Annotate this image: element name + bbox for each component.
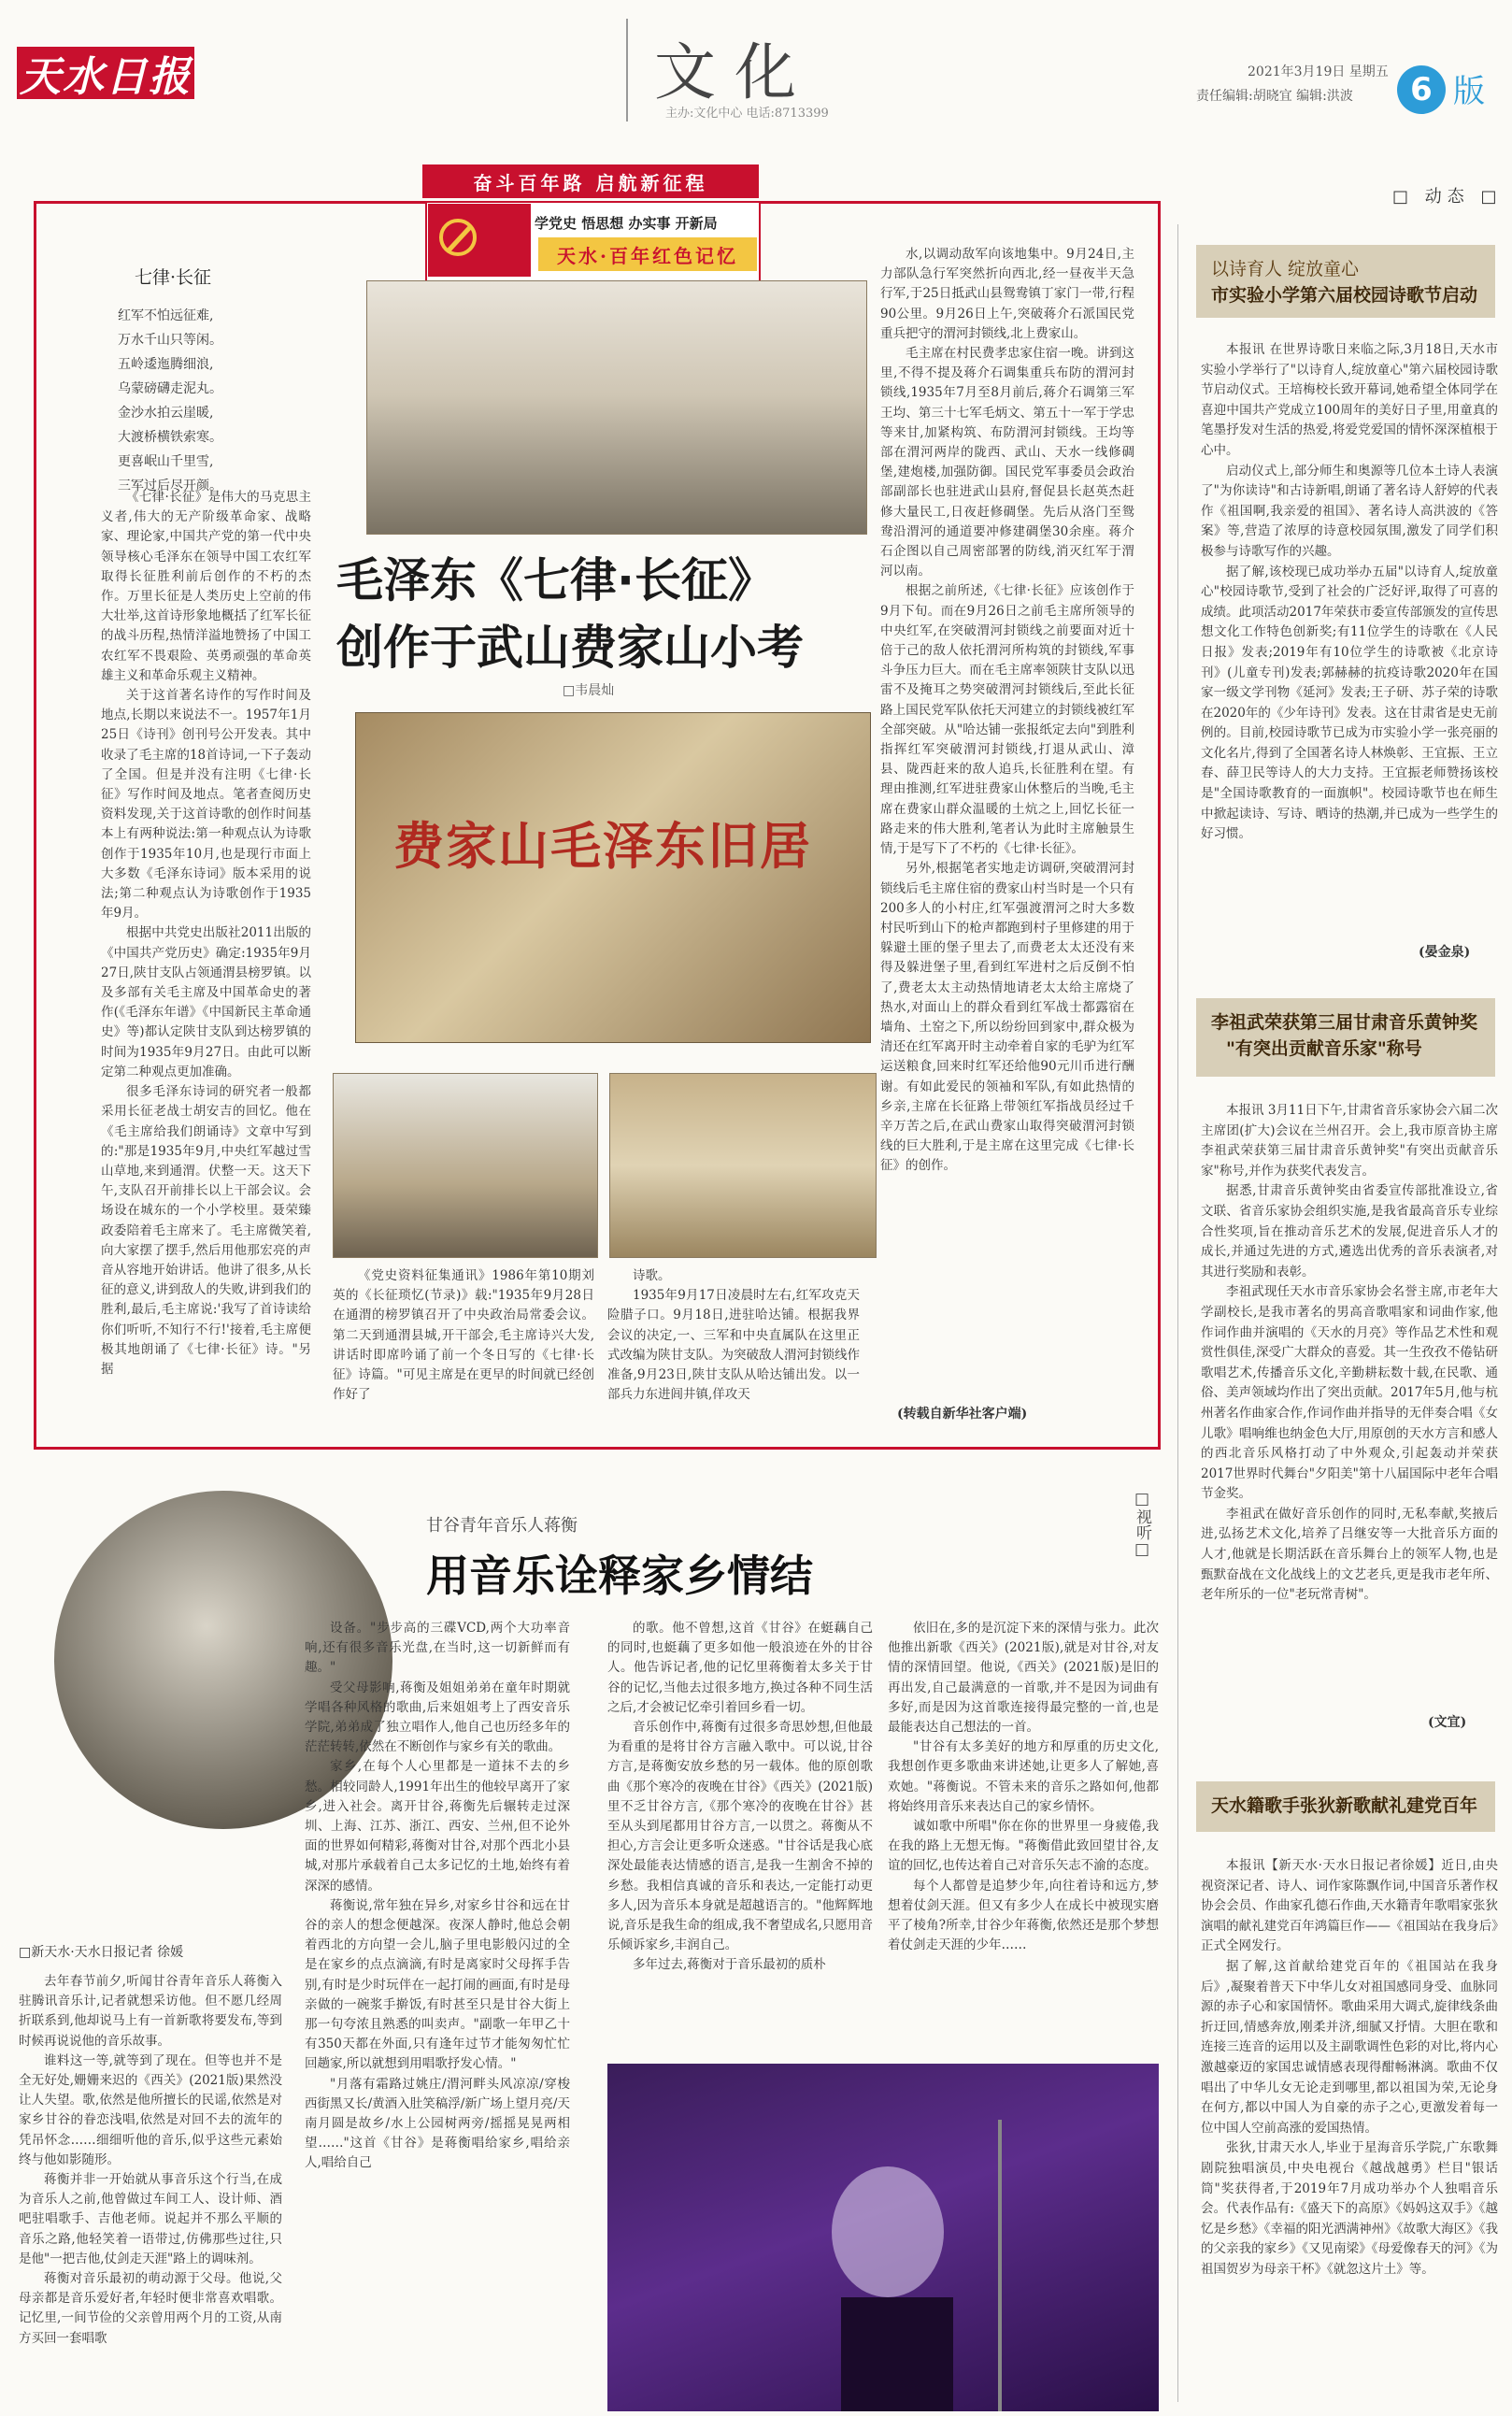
- paragraph: 根据中共党史出版社2011出版的《中国共产党历史》确定:1935年9月27日,陕甘支队占领通渭县榜罗镇。以及多部有关毛主席及中国革命史的著作(《毛泽东年谱》《中国新民主革命通史》等)都认定陕甘支队到达榜罗镇的时间为1935年9月27日。由此可以断定第二种观点更加准确。: [101, 925, 311, 1079]
- paragraph: 的歌。他不曾想,这首《甘谷》在蜓藕自己的同时,也蜓藕了更多如他一般浪迹在外的甘谷人。他告诉记者,他的记忆里蒋衡着太多关于甘谷的记忆,当他去过很多地方,换过各种不同生活之后,才会被记忆牵引着回乡看一切。: [607, 1621, 873, 1715]
- column-label-text: 动态: [1424, 187, 1470, 207]
- paragraph: 本报讯【新天水·天水日报记者徐媛】近日,由央视资深记者、诗人、词作家陈飘作词,中国音乐著作权协会会员、作曲家孔德石作曲,天水籍青年歌唱家张狄演唱的献礼建党百年鸿篇巨作——《祖国站在我身后》正式全网发行。: [1201, 1858, 1498, 1954]
- paragraph: 本报讯 3月11日下午,甘肃省音乐家协会六届二次主席团(扩大)会议在兰州召开。会上,我市原音协主席李祖武荣获第三届甘肃音乐黄钟奖"有突出贡献音乐家"称号,并作为获奖代表发言。: [1201, 1103, 1498, 1179]
- paragraph: 音乐创作中,蒋衡有过很多奇思妙想,但他最为看重的是将甘谷方言融入歌中。可以说,甘谷方言,是蒋衡安放乡愁的另一载体。他的原创歌曲《那个寒冷的夜晚在甘谷》《西关》(2021版)里不乏甘谷方言,《那个寒冷的夜晚在甘谷》甚至从头到尾都用甘谷方言,一以贯之。蒋衡从不担心,方言会让更多听众迷惑。"甘谷话是我心底深处最能表达情感的语言,是我一生割舍不掉的乡愁。我相信真诚的音乐和表达,一定能打动更多人,因为音乐本身就是超越语言的。"他辉辉地说,音乐是我生命的组成,我不奢望成名,只愿用音乐倾诉家乡,丰润自己。: [607, 1720, 873, 1953]
- paragraph: 1935年9月17日凌晨时左右,红军攻克天险腊子口。9月18日,进驻哈达铺。根据我界会议的决定,一、三军和中央直属队在这里正式改编为陕甘支队。为突破敌人渭河封锁线作准备,9月23日,陕甘支队从哈达铺出发。以一部兵力东进闾井镇,佯攻天: [607, 1288, 860, 1403]
- box-headline-2: "有突出贡献音乐家"称号: [1226, 1038, 1422, 1059]
- paragraph: 据悉,甘肃音乐黄钟奖由省委宣传部批准设立,省文联、省音乐家协会组织实施,是我省最高音乐专业综合性奖项,旨在推动音乐艺术的发展,促进音乐人才的成长,并通过先进的方式,遴选出优秀的音乐表演者,对其进行奖励和表彰。: [1201, 1183, 1498, 1279]
- page-number-badge: 6: [1397, 65, 1446, 114]
- article-kicker: 甘谷青年音乐人蒋衡: [426, 1516, 578, 1536]
- headline-line-1: 毛泽东《七律·长征》: [336, 553, 775, 608]
- sign-inscription: 费家山毛泽东旧居: [393, 817, 812, 876]
- square-icon: □: [1392, 187, 1425, 207]
- feature-column-4: [880, 245, 1134, 1394]
- bottom-column-1: [19, 1972, 282, 2411]
- issue-date: 2021年3月19日 星期五: [1248, 64, 1389, 79]
- paragraph: 每个人都曾是追梦少年,向往着诗和远方,梦想着仗剑天涯。但又有多少人在成长中被现实磨平了棱角?所幸,甘谷少年蒋衡,依然还是那个梦想着仗剑走天涯的少年……: [888, 1878, 1159, 1953]
- masthead-logo: 天水日报: [17, 47, 194, 99]
- poetry-festival-text: [1201, 340, 1498, 938]
- bottom-column-2: [305, 1619, 570, 2411]
- paragraph: 张狄,甘肃天水人,毕业于星海音乐学院,广东歌舞剧院独唱演员,中央电视台《越战越勇》栏目"银话筒"奖获得者,于2019年7月成功举办个人独唱音乐会。代表作品有:《盛天下的高原》《妈妈这双手》《越忆是乡愁》《幸福的阳光洒满神州》《故歌大海区》《我的父亲我的家乡》《又见南梁》《母爱像春天的河》《为祖国贺岁为母亲干杯》《就忽这片土》等。: [1201, 2140, 1498, 2277]
- box-headline: 天水籍歌手张狄新歌献礼建党百年: [1211, 1795, 1478, 1816]
- feature-byline: □韦晨灿: [563, 683, 615, 698]
- paragraph: 李祖武现任天水市音乐家协会名誉主席,市老年大学副校长,是我市著名的男高音歌唱家和词曲作家,他作词作曲并演唱的《天水的月亮》等作品艺术性和观赏性俱佳,深受广大群众的喜爱。其一生孜孜不倦钻研歌唱艺术,传播音乐文化,辛勤耕耘数十载,在民歌、通俗、美声领域均作出了突出贡献。2017年5月,他与杭州著名作曲家合作,作词作曲并指导的无伴奏合唱《女儿歌》唱响维也纳金色大厅,用原创的天水方言和感人的西北音乐风格打动了中外观众,引起轰动并荣获2017世界时代舞台"夕阳美"第十八届国际中老年合唱节金奖。: [1201, 1284, 1498, 1502]
- paragraph: 《党史资料征集通讯》1986年第10期刘英的《长征琐忆(节录)》载:"1935年9月28日在通渭的榜罗镇召开了中央政治局常委会议。第二天到通渭县城,开干部会,毛主席诗兴大发,讲话时即席吟诵了前一个冬日写的《七律·长征》诗篇。"可见主席是在更早的时间就已经创作好了: [333, 1268, 594, 1403]
- poem-title: 七律·长征: [135, 267, 212, 288]
- feature-column-3: [607, 1266, 860, 1425]
- paragraph: 蒋衡对音乐最初的萌动源于父母。他说,父母亲都是音乐爱好者,年轻时便非常喜欢唱歌。记忆里,一间节俭的父亲曾用两个月的工资,从南方买回一套唱歌: [19, 2271, 282, 2346]
- paragraph: 蒋衡说,常年独在异乡,对家乡甘谷和远在甘谷的亲人的想念便越深。夜深人静时,他总会朝着西北的方向望一会儿,脑子里电影般闪过的全是在家乡的点点滴滴,有时是离家时父母挥手告别,有时是少时玩伴在一起打闹的画面,有时是母亲做的一碗浆手擀饭,有时甚至只是甘谷大街上那一句夸浓且熟悉的叫卖声。"副歌一年甲乙十有350天都在外面,只有逢年过节才能匆匆忙忙回趟家,所以就想到用唱歌抒发心情。": [305, 1897, 570, 2072]
- bottom-column-3: [607, 1619, 873, 2049]
- poem-line: 三军过后尽开颜。: [118, 479, 222, 493]
- new-song-text: [1201, 1856, 1498, 2408]
- concert-photo: [607, 2064, 1159, 2411]
- poem-line: 五岭逶迤腾细浪,: [118, 357, 214, 372]
- column-label-dongtai: [1392, 183, 1502, 207]
- paragraph: 另外,根据笔者实地走访调研,突破渭河封锁线后毛主席住宿的费家山村当时是一个只有200多人的小村庄,红军强渡渭河之时大多数村民听到山下的枪声都跑到村子里修建的用于躲避土匪的堡子里去了,而费老太太还没有来得及躲进堡子里,看到红军进村之后反倒不怕了,费老太太主动热情地请老太太给主席烧了热水,对面山上的群众看到红军战士都露宿在墙角、土窑之下,所以纷纷回到家中,群众极为清还在红军离开时主动牵着自家的毛驴为红军运送粮食,回来时红军还给他90元川币进行酬谢。有如此爱民的领袖和军队,有如此热情的乡亲,主席在长征路上带领红军指战员经过千辛万苦之后,在武山费家山取得突破渭河封锁线的巨大胜利,于是主席在这里完成《七律·长征》的创作。: [880, 861, 1134, 1174]
- paragraph: 启动仪式上,部分师生和奥源等几位本土诗人表演了"为你读诗"和古诗新唱,朗诵了著名诗人舒婷的代表作《祖国啊,我亲爱的祖国》、著名诗人高洪波的《答案》等,营造了浓厚的诗意校园氛围,激发了同学们积极参与诗歌写作的兴趣。: [1201, 463, 1498, 559]
- header-divider: [626, 19, 628, 122]
- poem-line: 乌蒙磅礴走泥丸。: [118, 381, 222, 396]
- village-house-photo: [333, 1073, 598, 1258]
- paragraph: 关于这首著名诗作的写作时间及地点,长期以来说法不一。1957年1月25日《诗刊》创刊号公开发表。其中收录了毛主席的18首诗词,一下子轰动了全国。但是并没有注明《七律·长征》写作时间及地点。笔者查阅历史资料发现,关于这首诗歌的创作时间基本上有两种说法:第一种观点认为诗歌创作于1935年10月,也是现行市面上大多数《毛泽东诗词》版本采用的说法;第二种观点认为诗歌创作于1935年9月。: [101, 688, 311, 922]
- paragraph: 谁料这一等,就等到了现在。但等也并不是全无好处,姗姗来迟的《西关》(2021版)果然没让人失望。歌,依然是他所擅长的民谣,依然是对家乡甘谷的眷恋浅唱,依然是对回不去的流年的凭吊怀念……细细听他的音乐,似乎这些元素始终与他如影随形。: [19, 2052, 282, 2167]
- news-box-music-award: [1196, 998, 1495, 1077]
- paragraph: "甘谷有太多美好的地方和厚重的历史文化,我想创作更多歌曲来讲述她,让更多人了解她,喜欢她。"蒋衡说。不管未来的音乐之路如何,他都将始终用音乐来表达自己的家乡情怀。: [888, 1739, 1159, 1814]
- box-kicker: 以诗育人 绽放童心: [1211, 259, 1360, 279]
- music-award-author: (文宜): [1428, 1715, 1467, 1730]
- paragraph: "月落有霜路过姚庄/渭河畔头风凉凉/穿梭西街黑又长/黄酒入肚笑稿浮/新广场上望月亮/天南月圆是故乡/水上公园树两旁/摇摇晃晃两相望……"这首《甘谷》是蒋衡唱给家乡,唱给亲人,唱给自己: [305, 2076, 570, 2171]
- paragraph: 据了解,该校现已成功举办五届"以诗育人,绽放童心"校园诗歌节,受到了社会的广泛好评,取得了可喜的成绩。此项活动2017年荣获市委宣传部颁发的宣传思想文化工作特色创新奖;有11位学生的诗歌在《人民日报》发表;2019年有10位学生的诗歌被《北京诗刊》(儿童专刊)发表;郭赫赫的抗疫诗歌2020年在国家一级文学刊物《延河》发表;王子研、苏子荣的诗歌在2020年的《少年诗刊》发表。这在甘肃省是史无前例的。目前,校园诗歌节已成为市实验小学一张亮丽的文化名片,得到了全国著名诗人林焕彰、王宜振、王立春、薛卫民等诗人的大力支持。王宜振老师赞扬该校是"全国诗歌教育的一面旗帜"。校园诗歌节也在师生中掀起读诗、写诗、晒诗的热潮,并已成为一些学生的好习惯。: [1201, 564, 1498, 842]
- square-icon: □: [1469, 187, 1503, 207]
- section-subtitle: 主办:文化中心 电话:8713399: [665, 107, 829, 121]
- bottom-column-4: [888, 1619, 1159, 2049]
- paragraph: 受父母影响,蒋衡及姐姐弟弟在童年时期就学唱各种风格的歌曲,后来姐姐考上了西安音乐学院,弟弟成了独立唱作人,他自己也历经多年的茫茫转转,依然在不断创作与家乡有关的歌曲。: [305, 1680, 570, 1755]
- headline-line-2: 创作于武山费家山小考: [336, 621, 804, 675]
- music-award-text: [1201, 1101, 1498, 1708]
- article-title: 用音乐诠释家乡情结: [426, 1551, 813, 1601]
- poem-line: 大渡桥横铁索寒。: [118, 430, 222, 445]
- paragraph: 据了解,这首献给建党百年的《祖国站在我身后》,凝聚着普天下中华儿女对祖国感同身受、血脉同源的赤子心和家国情怀。歌曲采用大调式,旋律线条曲折迂回,情感奔放,刚柔并济,细腻又抒情。大胆在歌和连接三连音的运用以及主副歌调性色彩的对比,将内心激越豪迈的家国忠诚情感表现得酣畅淋漓。歌曲不仅唱出了中华儿女无论走到哪里,都以祖国为荣,无论身在何方,都以中国人为自豪的赤子之心,更激发着每一位中国人空前高涨的爱国热情。: [1201, 1958, 1498, 2136]
- long-march-photo: [366, 280, 867, 535]
- side-label-text: 视听: [1133, 1508, 1151, 1540]
- paragraph: 诗歌。: [633, 1268, 671, 1283]
- feature-column-2: [333, 1266, 594, 1425]
- editor-credits: 责任编辑:胡晓宜 编辑:洪波: [1196, 89, 1353, 104]
- reporter-byline: □新天水·天水日报记者 徐媛: [19, 1945, 184, 1960]
- box-headline-1: 李祖武荣获第三届甘肃音乐黄钟奖: [1211, 1012, 1478, 1033]
- series-title: 天水·百年红色记忆: [538, 237, 757, 271]
- paragraph: 本报讯 在世界诗歌日来临之际,3月18日,天水市实验小学举行了"以诗育人,绽放童心"第六届校园诗歌节启动仪式。王培梅校长致开幕词,她希望全体同学在喜迎中国共产党成立100周年的美好日子里,用童真的笔墨抒发对生活的热爱,将爱党爱国的情怀深深植根于心中。: [1201, 342, 1498, 458]
- feature-column-1: [101, 488, 311, 1422]
- paragraph: 水,以调动敌军向该地集中。9月24日,主力部队急行军突然折向西北,经一昼夜半天急行军,于25日抵武山县鸳鸯镇丁家门一带,行程90公里。9月26日上午,突破蒋介石派国民党重兵把守的渭河封锁线,北上费家山。: [880, 247, 1134, 341]
- paragraph: 蒋衡并非一开始就从事音乐这个行当,在成为音乐人之前,他曾做过车间工人、设计师、酒吧驻唱歌手、吉他老师。说起并不那么平顺的音乐之路,他轻笑着一语带过,仿佛那些过往,只是他"一把吉他,仗剑走天涯"路上的调味剂。: [19, 2172, 282, 2266]
- paragraph: 很多毛泽东诗词的研究者一般都采用长征老战士胡安吉的回忆。他在《毛主席给我们朗诵诗》文章中写到的:"那是1935年9月,中央红军越过雪山草地,来到通渭。伏整一天。这天下午,支队召开前排长以上干部会议。会场设在城东的一个小学校里。聂荣臻政委陪着毛主席来了。毛主席微笑着,向大家摆了摆手,然后用他那宏亮的声音从容地开始讲话。他讲了很多,从长征的意义,讲到敌人的失败,讲到我们的胜利,最后,毛主席说:'我写了首诗读给你们听听,不知行不行!'接着,毛主席便极其地朗诵了《七律·长征》诗。"另据: [101, 1084, 311, 1377]
- box-headline: 市实验小学第六届校园诗歌节启动: [1211, 285, 1478, 306]
- right-column-divider: [1177, 224, 1178, 2402]
- section-title: 文化: [654, 36, 815, 108]
- party-flag-icon: [428, 204, 531, 277]
- paragraph: 设备。"步步高的三碟VCD,两个大功率音响,还有很多音乐光盘,在当时,这一切新鲜而有趣。": [305, 1621, 570, 1676]
- poetry-festival-author: (晏金泉): [1419, 945, 1471, 960]
- exhibit-hall-photo: [609, 1073, 877, 1258]
- poem-line: 红军不怕远征难,: [118, 308, 214, 323]
- paragraph: 去年春节前夕,听闻甘谷青年音乐人蒋衡入驻腾讯音乐计,记者就想采访他。但不愿几经周折联系到,他却说马上有一首新歌将要发布,等到时候再说说他的音乐故事。: [19, 1974, 282, 2049]
- news-box-poetry-festival: [1196, 245, 1495, 318]
- square-icon: □: [1133, 1490, 1151, 1508]
- paragraph: 《七律·长征》是伟大的马克思主义者,伟大的无产阶级革命家、战略家、理论家,中国共产党的第一代中央领导核心毛泽东在领导中国工农红军取得长征胜利前后创作的不朽的杰作。万里长征是人类历史上空前的伟大壮举,这首诗形象地概括了红军长征的战斗历程,热情洋溢地赞扬了中国工农红军不畏艰险、英勇顽强的革命英雄主义和革命乐观主义精神。: [101, 490, 311, 683]
- feature-headline: [336, 547, 804, 681]
- page-unit: 版: [1453, 73, 1485, 110]
- paragraph: 依旧在,多的是沉淀下来的深情与张力。此次他推出新歌《西关》(2021版),就是对甘谷,对友情的深情回望。他说,《西关》(2021版)是旧的再出发,自己最满意的一首歌,并不是因为词曲有多好,而是因为这首歌连接得最完整的一首,也是最能表达自己想法的一首。: [888, 1621, 1159, 1736]
- series-tags: 学党史 悟思想 办实事 开新局: [535, 215, 718, 232]
- poem-line: 更喜岷山千里雪,: [118, 454, 214, 469]
- paragraph: 家乡,在每个人心里都是一道抹不去的乡愁。相较同龄人,1991年出生的他较早离开了家乡,进入社会。离开甘谷,蒋衡先后辗转走过深圳、上海、江苏、浙江、西安、兰州,但不论外面的世界如何精彩,蒋衡对甘谷,对那个西北小县城,对那片承载着自己太多记忆的土地,始终有着深深的感情。: [305, 1759, 570, 1894]
- news-box-new-song: [1196, 1781, 1495, 1832]
- poem-line: 金沙水拍云崖暖,: [118, 406, 214, 421]
- paragraph: 李祖武在做好音乐创作的同时,无私奉献,奖掖后进,弘扬艺术文化,培养了吕继安等一大批音乐方面的人才,他就是长期活跃在音乐舞台上的领军人物,也是甄默奋战在文化战线上的文艺老兵,更是我市老年所、老年所乐的一位"老玩常青树"。: [1201, 1506, 1498, 1603]
- section-label-shiting: [1131, 1490, 1154, 1559]
- poem-text: [118, 304, 222, 498]
- feature-banner: 奋斗百年路 启航新征程: [422, 164, 759, 198]
- paragraph: 毛主席在村民费孝忠家住宿一晚。讲到这里,不得不提及蒋介石调集重兵布防的渭河封锁线,1935年7月至8月前后,蒋介石调第三军王均、第三十七军毛炳文、第五十一军于学忠等来甘,加紧构筑、布防渭河封锁线。王均等部在渭河两岸的陇西、武山、天水一线修碉堡,建炮楼,加强防御。国民党军事委员会政治部副部长也驻进武山县府,督促县长赵英杰赶修大量民工,日夜赶修碉堡。先后从洛门至鸳鸯沿渭河的通道要冲修建碉堡30余座。蒋介石企图以自己周密部署的防线,消灭红军于渭河以南。: [880, 346, 1134, 579]
- square-icon: □: [1133, 1540, 1151, 1559]
- former-residence-sign-photo: [355, 712, 871, 1043]
- paragraph: 诚如歌中所唱"你在你的世界里一身疲倦,我在我的路上无想无悔。"蒋衡借此致回望甘谷,友谊的回忆,也传达着自己对音乐矢志不渝的态度。: [888, 1819, 1159, 1874]
- paragraph: 根据之前所述,《七律·长征》应该创作于9月下旬。而在9月26日之前毛主席所领导的中央红军,在突破渭河封锁线之前要面对近十倍于己的敌人依托渭河所构筑的封锁线,军事斗争压力巨大。而在毛主席率领陕甘支队以迅雷不及掩耳之势突破渭河封锁线后,至此长征路上国民党军队依托天河建立的封锁线被红军全部突破。从"哈达铺一张报纸定去向"到胜利指挥红军突破渭河封锁线,打退从武山、漳县、陇西赶来的敌人追兵,长征胜利在望。有理由推测,红军进驻费家山休整后的当晚,毛主席在费家山群众温暖的土炕之上,回忆长征一路走来的伟大胜利,笔者认为此时主席触景生情,于是写下了不朽的《七律·长征》。: [880, 583, 1134, 857]
- poem-line: 万水千山只等闲。: [118, 333, 222, 348]
- paragraph: 多年过去,蒋衡对于音乐最初的质朴: [633, 1957, 826, 1973]
- feature-source: (转载自新华社客户端): [897, 1407, 1028, 1422]
